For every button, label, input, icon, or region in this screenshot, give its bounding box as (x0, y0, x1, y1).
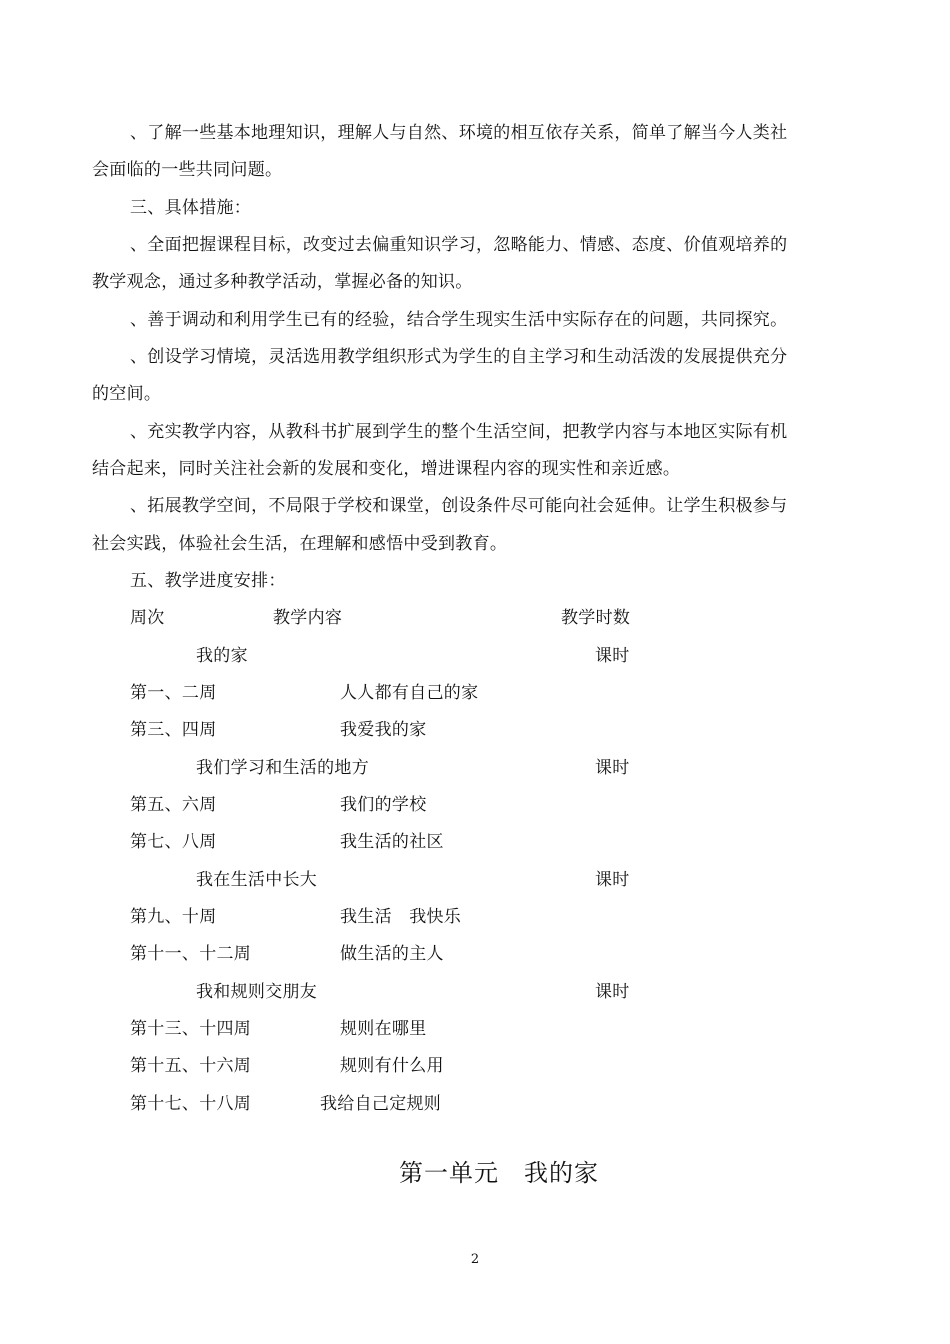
schedule-week: 第十一、十二周 (130, 944, 252, 964)
schedule-content: 我给自己定规则 (320, 1094, 442, 1114)
section-heading: 三、具体措施： (130, 198, 252, 218)
schedule-week: 第十三、十四周 (130, 1019, 252, 1039)
paragraph-line: 、全面把握课程目标，改变过去偏重知识学习，忽略能力、情感、态度、价值观培养的 (130, 235, 788, 255)
page-number: 2 (470, 1252, 480, 1267)
unit-hours: 课时 (595, 758, 630, 778)
paragraph-line: 社会实践，体验社会生活，在理解和感悟中受到教育。 (92, 534, 508, 554)
schedule-content: 我生活的社区 (340, 832, 444, 852)
unit-hours: 课时 (595, 982, 630, 1002)
unit-hours: 课时 (595, 870, 630, 890)
schedule-content: 做生活的主人 (340, 944, 444, 964)
section-title: 第一单元 我的家 (399, 1159, 599, 1187)
paragraph-line: 、创设学习情境，灵活选用教学组织形式为学生的自主学习和生动活泼的发展提供充分 (130, 347, 788, 367)
schedule-week: 第一、二周 (130, 683, 217, 703)
unit-name: 我在生活中长大 (196, 870, 318, 890)
schedule-header-hours: 教学时数 (561, 608, 631, 628)
schedule-week: 第十七、十八周 (130, 1094, 252, 1114)
paragraph-line: 、充实教学内容，从教科书扩展到学生的整个生活空间，把教学内容与本地区实际有机 (130, 422, 788, 442)
paragraph-line: 结合起来，同时关注社会新的发展和变化，增进课程内容的现实性和亲近感。 (92, 459, 681, 479)
schedule-content: 规则有什么用 (340, 1056, 444, 1076)
unit-hours: 课时 (595, 646, 630, 666)
unit-name: 我的家 (196, 646, 248, 666)
schedule-week: 第三、四周 (130, 720, 217, 740)
section-heading: 五、教学进度安排： (130, 571, 286, 591)
paragraph-line: 、善于调动和利用学生已有的经验，结合学生现实生活中实际存在的问题，共同探究。 (130, 310, 788, 330)
schedule-content: 我们的学校 (340, 795, 427, 815)
schedule-content: 我爱我的家 (340, 720, 427, 740)
paragraph-line: 的空间。 (92, 384, 162, 404)
schedule-week: 第十五、十六周 (130, 1056, 252, 1076)
schedule-content: 我生活 我快乐 (340, 907, 462, 927)
schedule-week: 第七、八周 (130, 832, 217, 852)
schedule-content: 规则在哪里 (340, 1019, 427, 1039)
paragraph-line: 、拓展教学空间，不局限于学校和课堂，创设条件尽可能向社会延伸。让学生积极参与 (130, 496, 788, 516)
unit-name: 我们学习和生活的地方 (196, 758, 369, 778)
schedule-content: 人人都有自己的家 (340, 683, 479, 703)
schedule-header-content: 教学内容 (273, 608, 343, 628)
unit-name: 我和规则交朋友 (196, 982, 318, 1002)
schedule-header-week: 周次 (130, 608, 165, 628)
paragraph-line: 会面临的一些共同问题。 (92, 160, 283, 180)
paragraph-line: 教学观念，通过多种教学活动，掌握必备的知识。 (92, 272, 473, 292)
paragraph-line: 、了解一些基本地理知识，理解人与自然、环境的相互依存关系，简单了解当今人类社 (130, 123, 788, 143)
schedule-week: 第五、六周 (130, 795, 217, 815)
schedule-week: 第九、十周 (130, 907, 217, 927)
